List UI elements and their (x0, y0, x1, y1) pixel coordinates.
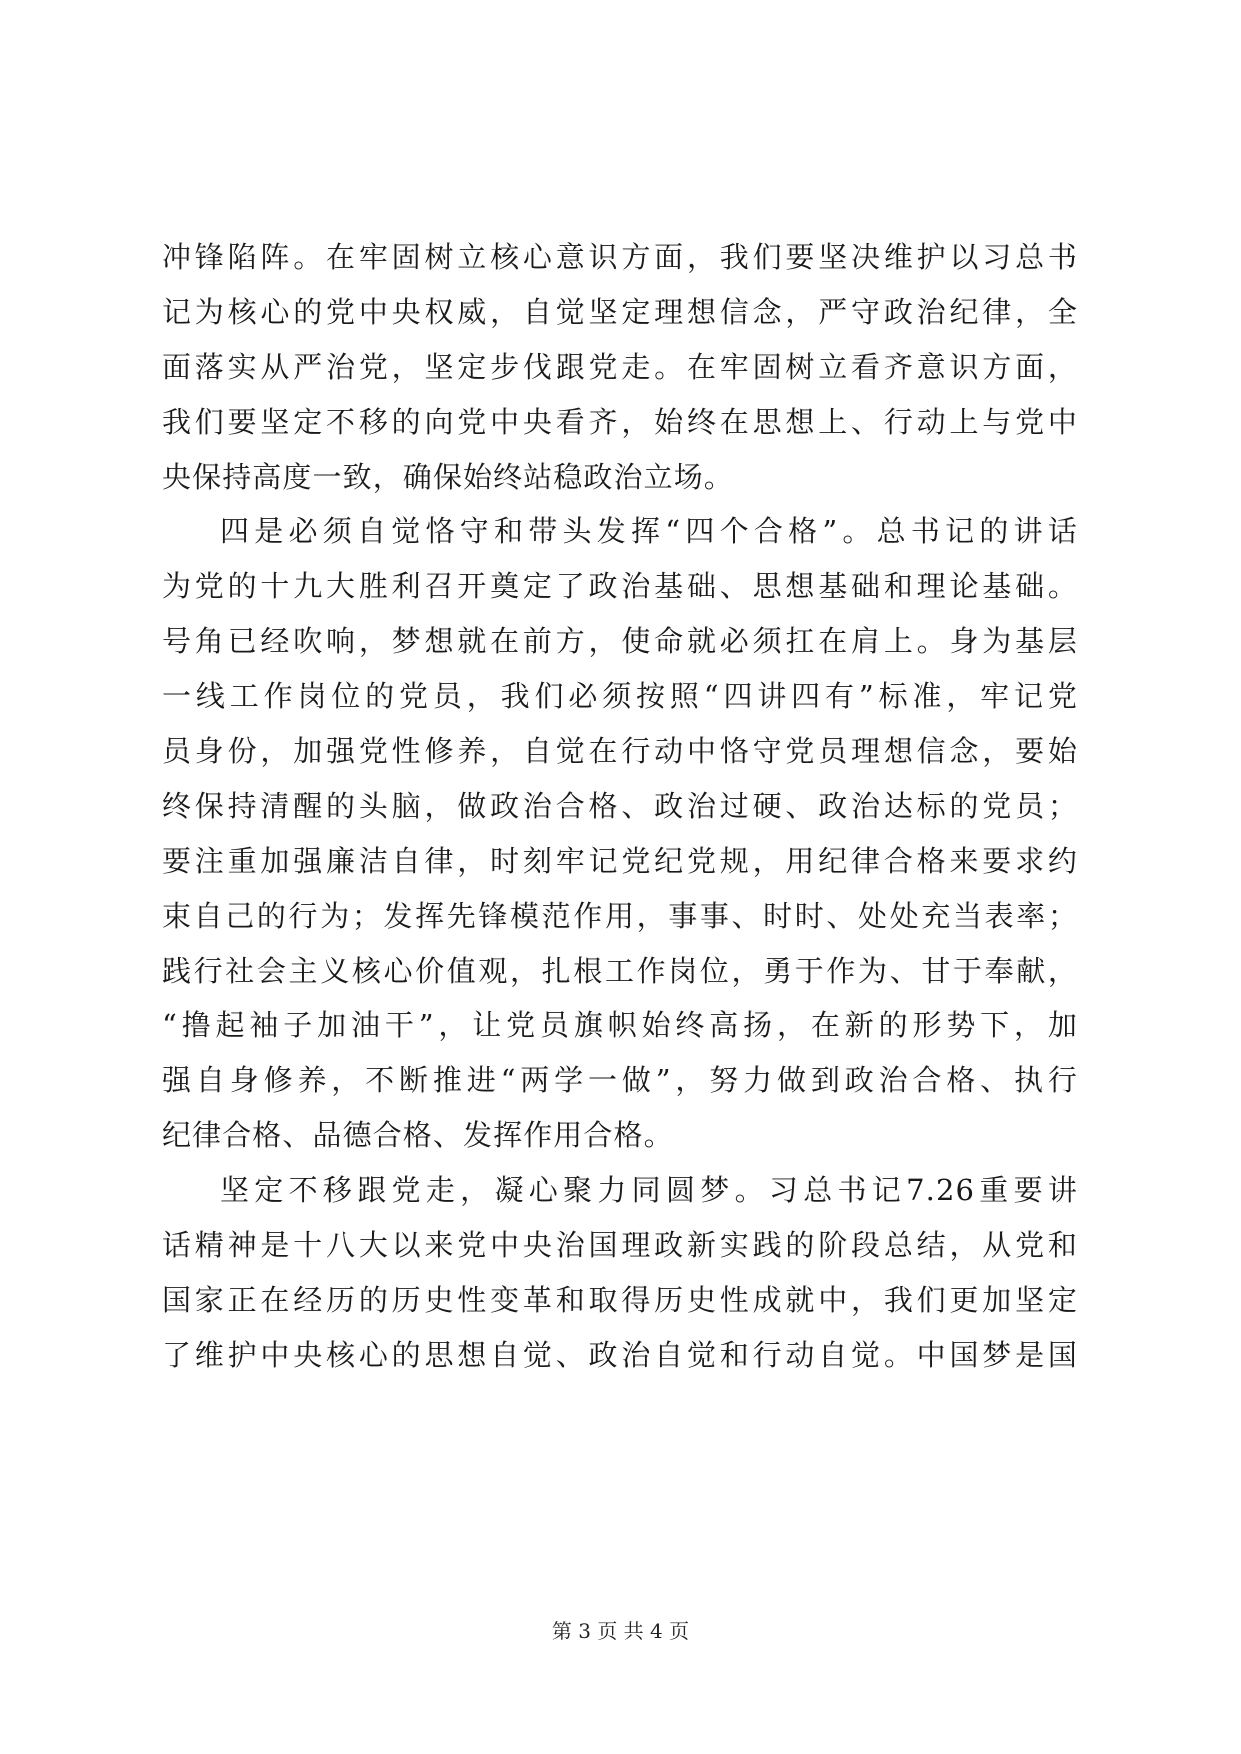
document-body (162, 230, 1078, 1383)
text-line: 纪律合格、品德合格、发挥作用合格。 (162, 1118, 674, 1153)
text-line: 四是必须自觉恪守和带头发挥“四个合格”。总书记的讲话 (220, 514, 1078, 549)
text-line: 我们要坚定不移的向党中央看齐，始终在思想上、行动上与党中 (162, 404, 1078, 439)
page-footer: 第 3 页 共 4 页 (551, 1619, 690, 1643)
text-line: 号角已经吹响，梦想就在前方，使命就必须扛在肩上。身为基层 (162, 624, 1078, 659)
text-line: 践行社会主义核心价值观，扎根工作岗位，勇于作为、甘于奉献， (162, 953, 1078, 988)
text-line: 面落实从严治党，坚定步伐跟党走。在牢固树立看齐意识方面， (162, 349, 1078, 384)
text-line: 终保持清醒的头脑，做政治合格、政治过硬、政治达标的党员； (162, 788, 1078, 823)
text-line: 为党的十九大胜利召开奠定了政治基础、思想基础和理论基础。 (162, 569, 1078, 604)
text-line: 一线工作岗位的党员，我们必须按照“四讲四有”标准，牢记党 (162, 679, 1078, 714)
paragraph (162, 1163, 1078, 1383)
text-line: 要注重加强廉洁自律，时刻牢记党纪党规，用纪律合格来要求约 (162, 843, 1078, 878)
text-line: 记为核心的党中央权威，自觉坚定理想信念，严守政治纪律，全 (162, 294, 1078, 329)
text-line: 国家正在经历的历史性变革和取得历史性成就中，我们更加坚定 (162, 1282, 1078, 1317)
text-line: 话精神是十八大以来党中央治国理政新实践的阶段总结，从党和 (162, 1228, 1078, 1263)
text-line: 强自身修养，不断推进“两学一做”，努力做到政治合格、执行 (162, 1063, 1078, 1098)
text-line: 了维护中央核心的思想自觉、政治自觉和行动自觉。中国梦是国 (162, 1337, 1078, 1372)
text-line: 坚定不移跟党走，凝心聚力同圆梦。习总书记7.26重要讲 (220, 1173, 1078, 1208)
text-line: “撸起袖子加油干”，让党员旗帜始终高扬，在新的形势下，加 (162, 1008, 1078, 1043)
text-line: 员身份，加强党性修养，自觉在行动中恪守党员理想信念，要始 (162, 734, 1078, 769)
text-line: 束自己的行为；发挥先锋模范作用，事事、时时、处处充当表率； (162, 898, 1078, 933)
text-line: 冲锋陷阵。在牢固树立核心意识方面，我们要坚决维护以习总书 (162, 240, 1078, 274)
text-line: 央保持高度一致，确保始终站稳政治立场。 (162, 459, 734, 494)
paragraph (162, 504, 1078, 1163)
paragraph (162, 230, 1078, 504)
